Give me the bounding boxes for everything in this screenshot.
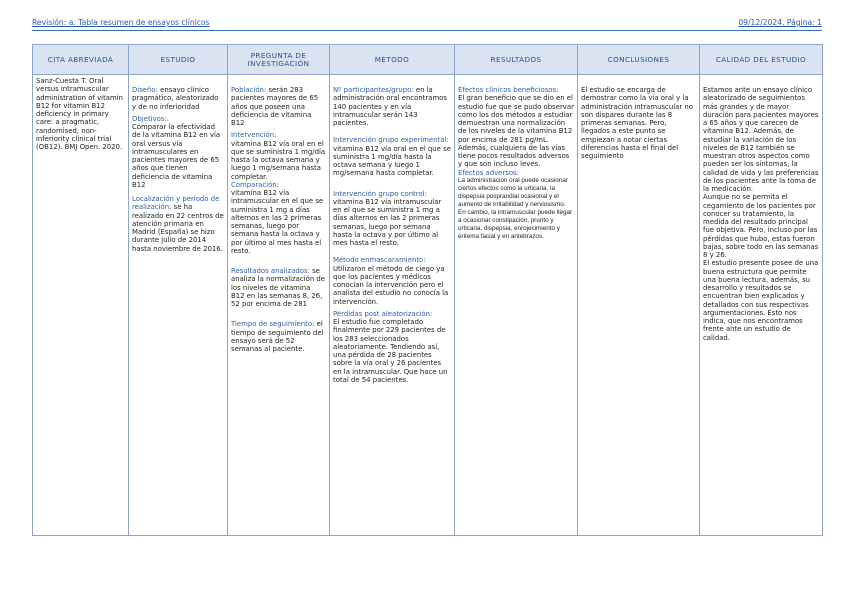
calidad-paragraph-1: Estamos ante un ensayo clínico aleatorizado de seguimientos más grandes y de mayor duración para pacientes mayores a 65 años y que carecen de vitamina B12. Además, de estudiar la variación de los niveles de B12 también se muestran otros aspectos como pueden ser los síntomas, la calidad de vida y las preferencias de los pacientes ante la toma de la medicación. xyxy=(703,86,819,193)
perdidas-text: El estudio fue completado finalmente por 229 pacientes de los 283 seleccionados aleatoriamente. Tendiendo así, una pérdida de 28 pacientes sobre la vía oral y 26 pacientes en la intramuscular. Que hace un total de 54 pacientes. xyxy=(333,318,448,384)
calidad-paragraph-2: Aunque no se permita el cegamiento de los pacientes por conocer su tratamiento, la medida del resultado principal fue objetiva. Pero, incluso por las pérdidas que hubo, estas fueron bajas, sobre todo en las semanas 8 y 26. xyxy=(703,193,819,259)
summary-table xyxy=(32,44,823,536)
table-row xyxy=(33,75,823,536)
enmascaramiento-text: Utilizaron el método de ciego ya que los pacientes y médicos conocían la intervención pero el analista del estudio no conocía la intervención. xyxy=(333,264,449,306)
cell-cita xyxy=(33,75,129,536)
comparacion-label: Comparación: xyxy=(231,180,279,189)
diseno-text: ensayo clínico pragmático, aleatorizado y de no inferioridad xyxy=(132,86,219,111)
localizacion-paragraph xyxy=(132,195,224,253)
localizacion-text: se ha realizado en 22 centros de atención primaria en Madrid (España) se hizo durante julio de 2014 hasta noviembre de 2016. xyxy=(132,203,224,253)
participantes-label: Nº participantes/grupo: xyxy=(333,86,414,94)
date-page-number: 09/12/2024. Página: 1 xyxy=(738,18,822,27)
participantes-paragraph xyxy=(333,86,451,127)
efectos-adversos-text: La administración oral puede ocasionar ciertos efectos como la urticaria, la dispepsia posprandial ocasional y el aumento de irritabilidad y nerviosismo. En cambio, la intramuscular puede llegar a ocasionar constipación, prurito y urticaria, dispepsia, enrojecimiento y eritema facial y en antebrazos. xyxy=(458,176,573,241)
resultados-analizados-text: se analiza la normalización de los niveles de vitamina B12 en las semanas 8, 26, 52 por encima de 281 xyxy=(231,267,325,308)
cell-metodo xyxy=(330,75,455,536)
tiempo-seguimiento-label: Tiempo de seguimiento: xyxy=(231,320,315,329)
objetivos-text: Comparar la efectividad de la vitamina B12 en vía oral versus vía intramusculares en pacientes mayores de 65 años que tienen deficiencia de vitamina B12 xyxy=(132,123,221,189)
cell-estudio xyxy=(129,75,228,536)
diseno-paragraph xyxy=(132,86,224,111)
efectos-beneficiosos-label: Efectos clínicos beneficiosos: xyxy=(458,86,559,94)
col-conclusiones: CONCLUSIONES xyxy=(578,45,700,75)
col-estudio: ESTUDIO xyxy=(129,45,228,75)
grupo-control-label: Intervención grupo control: xyxy=(333,189,427,198)
objetivos-label: Objetivos:. xyxy=(132,114,169,123)
efectos-beneficiosos-text: El gran beneficio que se dio en el estudio fue que se pudo observar como los dos métodos a estudiar demuestran una normalización de los niveles de la vitamina B12 por encima de 281 pg/mL. Además, cualquiera de las vías tiene pocos resultados adversos y que son incluso leves. xyxy=(458,94,574,169)
col-cita-abreviada: CITA ABREVIADA xyxy=(33,45,129,75)
revision-title: Revisión: a. Tabla resumen de ensayos clínicos xyxy=(32,18,210,27)
perdidas-label: Pérdidas post aleatorización: xyxy=(333,309,433,318)
page-header xyxy=(32,18,822,31)
cell-conclusiones xyxy=(578,75,700,536)
efectos-adversos-label: Efectos adversos: xyxy=(458,168,519,177)
poblacion-label: Población: xyxy=(231,86,267,94)
grupo-experimental-text: vitamina B12 vía oral en el que se suministra 1 mg/día hasta la octava semana y luego 1 mg/semana hasta completar. xyxy=(333,144,451,178)
col-resultados: RESULTADOS xyxy=(455,45,578,75)
comparacion-text: vitamina B12 vía intramuscular en el que se suministra 1 mg a días alternos en las 2 primeras semanas, luego por semana hasta la octava y por último al mes hasta el resto. xyxy=(231,189,324,255)
poblacion-text: serán 283 pacientes mayores de 65 años que poseen una deficiencia de vitamina B12 xyxy=(231,86,319,127)
conclusiones-text: El estudio se encarga de demostrar como la vía oral y la administración intramuscular no son dispares durante las 8 primeras semanas. Pero, llegados a este punto se empiezan a notar ciertas diferencias hasta el final del seguimiento xyxy=(581,86,693,160)
intervencion-text: vitamina B12 vía oral en el que se suministra 1 mg/día hasta la octava semana y luego 1 mg/semana hasta completar. xyxy=(231,139,326,181)
cell-pregunta xyxy=(228,75,330,536)
localizacion-label: Localización y periodo de realización: xyxy=(132,195,220,212)
grupo-control-text: vitamina B12 vía intramuscular en el que se suministra 1 mg a días alternos en las 2 primeras semanas, luego por semana hasta la octava y por último al mes hasta el resto. xyxy=(333,197,442,247)
col-metodo: MÉTODO xyxy=(330,45,455,75)
resultados-analizados-paragraph xyxy=(231,267,326,308)
grupo-experimental-label: Intervención grupo experimental: xyxy=(333,136,449,145)
poblacion-paragraph xyxy=(231,86,326,127)
participantes-text: en la administración oral encontramos 140 pacientes y en vía intramuscular serán 143 pacientes. xyxy=(333,86,447,127)
col-pregunta-investigacion: PREGUNTA DE INVESTIGACIÓN xyxy=(228,45,330,75)
cell-calidad xyxy=(700,75,823,536)
resultados-analizados-label: Resultados analizados: xyxy=(231,267,310,275)
enmascaramiento-label: Método enmascaramiento: xyxy=(333,256,426,265)
tiempo-seguimiento-text: el tiempo de seguimiento del ensayo será de 52 semanas al paciente. xyxy=(231,320,324,353)
header-row xyxy=(33,45,823,75)
col-calidad-estudio: CALIDAD DEL ESTUDIO xyxy=(700,45,823,75)
cell-resultados xyxy=(455,75,578,536)
diseno-label: Diseño: xyxy=(132,86,158,94)
intervencion-label: Intervención: xyxy=(231,131,277,140)
calidad-paragraph-3: El estudio presente posee de una buena estructura que permite una buena lectura, además, su desarrollo y resultados se encuentran bien explicados y detallados con sus respectivas argumentaciones. Esto nos indica, que nos encontramos frente ante un estudio de calidad. xyxy=(703,259,819,342)
citation-text: Sanz-Cuesta T. Oral versus intramuscular administration of vitamin B12 for vitamin B12 deficiency in primary care: a pragmatic, randomised, non-inferiority clinical trial (OB12). BMJ Open. 2020. xyxy=(36,77,123,151)
tiempo-seguimiento-paragraph xyxy=(231,320,326,353)
